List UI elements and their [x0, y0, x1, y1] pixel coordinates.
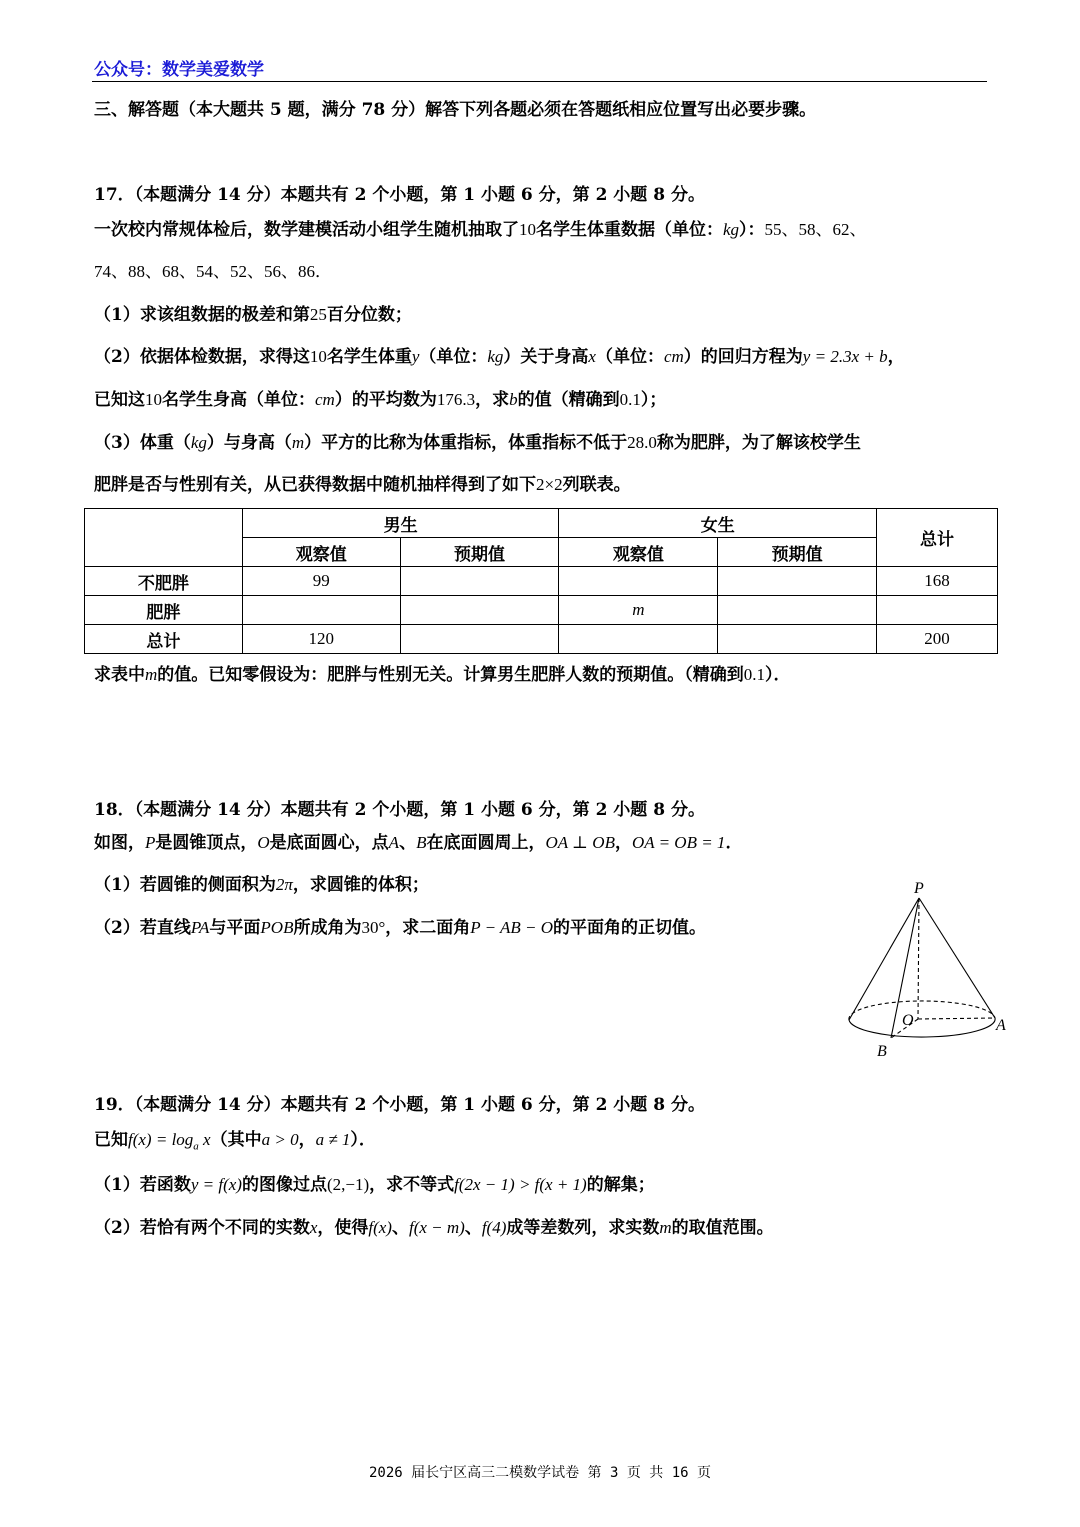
cell [400, 567, 559, 596]
base-front-arc [849, 1018, 995, 1037]
label-O: O [902, 1012, 914, 1029]
q19-intro: 已知$f(x) = \log_a x$（其中a > 0，a ≠ 1）． [94, 1130, 376, 1153]
cell: 168 [877, 567, 998, 596]
cell: 200 [877, 625, 998, 654]
q19-part1: （1）若函数y = f(x)的图像过点(2,−1)，求不等式f(2x − 1) > f(x + 1)的解集； [94, 1175, 655, 1195]
header-divider [92, 81, 987, 82]
section-title: 三、解答题（本大题共 5 题，满分 78 分）解答下列各题必须在答题纸相应位置写出必要步骤。 [94, 100, 817, 120]
radius-OA [918, 1018, 995, 1019]
q17-part2: （2）依据体检数据，求得这10名学生体重y（单位：kg）关于身高x（单位：cm）的回归方程为y = 2.3x + b， [94, 347, 905, 367]
axis-PO [918, 898, 919, 1019]
label-P: P [914, 880, 924, 897]
cell: 120 [242, 625, 400, 654]
q19-part2: （2）若恰有两个不同的实数x，使得f(x)、f(x − m)、f(4)成等差数列，求实数m的取值范围。 [94, 1218, 774, 1238]
q17-head: 17．（本题满分 14 分）本题共有 2 个小题，第 1 小题 6 分，第 2 小题 8 分。 [94, 185, 705, 205]
cell [877, 596, 998, 625]
q17-intro: 一次校内常规体检后，数学建模活动小组学生随机抽取了10名学生体重数据（单位：kg）：55、58、62、 [94, 220, 867, 240]
cell [718, 567, 877, 596]
label-B: B [877, 1043, 887, 1060]
cone-figure [838, 878, 1018, 1063]
row-total: 总计 [85, 625, 243, 654]
q18-head: 18．（本题满分 14 分）本题共有 2 个小题，第 1 小题 6 分，第 2 小题 8 分。 [94, 800, 705, 820]
cell [242, 596, 400, 625]
q18-part2: （2）若直线PA与平面POB所成角为30°，求二面角P − AB − O的平面角的正切值。 [94, 918, 707, 938]
cell [400, 596, 559, 625]
col-male-observed: 观察值 [242, 538, 400, 567]
q18-part1: （1）若圆锥的侧面积为2π，求圆锥的体积； [94, 875, 429, 895]
col-total: 总计 [877, 509, 998, 567]
col-female-observed: 观察值 [559, 538, 718, 567]
cell [400, 625, 559, 654]
col-male: 男生 [242, 509, 559, 538]
table-header-row [85, 509, 998, 538]
page-footer: 2026 届长宁区高三二模数学试卷 第 3 页 共 16 页 [368, 1465, 711, 1481]
cell [559, 567, 718, 596]
cell [718, 596, 877, 625]
cone-right-edge [919, 898, 995, 1018]
col-female-expected: 预期值 [718, 538, 877, 567]
table-corner [85, 509, 243, 567]
q18-intro: 如图，P是圆锥顶点，O是底面圆心，点A、B在底面圆周上，OA ⊥ OB，OA = OB = 1． [94, 833, 743, 853]
row-not-obese: 不肥胖 [85, 567, 243, 596]
col-male-expected: 预期值 [400, 538, 559, 567]
header-source: 公众号：数学美爱数学 [94, 60, 264, 80]
cell [718, 625, 877, 654]
cell: m [559, 596, 718, 625]
q17-part1: （1）求该组数据的极差和第25百分位数； [94, 305, 412, 325]
table-row [85, 567, 998, 596]
q17-data: 74、88、68、54、52、56、86． [94, 262, 332, 281]
q17-after-table: 求表中m的值。已知零假设为：肥胖与性别无关。计算男生肥胖人数的预期值。（精确到0.1）． [94, 665, 791, 685]
cell: 99 [242, 567, 400, 596]
q17-part3-cont: 肥胖是否与性别有关，从已获得数据中随机抽样得到了如下2×2列联表。 [94, 475, 631, 495]
table-row [85, 625, 998, 654]
row-obese: 肥胖 [85, 596, 243, 625]
base-back-arc [849, 1001, 995, 1020]
cell [559, 625, 718, 654]
q17-part3: （3）体重（kg）与身高（m）平方的比称为体重指标，体重指标不低于28.0称为肥胖，为了解该校学生 [94, 433, 861, 453]
table-row [85, 596, 998, 625]
label-A: A [996, 1017, 1006, 1034]
col-female: 女生 [559, 509, 877, 538]
q17-part2-cont: 已知这10名学生身高（单位：cm）的平均数为176.3，求b的值（精确到0.1）； [94, 390, 667, 410]
contingency-table [84, 508, 998, 654]
q19-head: 19．（本题满分 14 分）本题共有 2 个小题，第 1 小题 6 分，第 2 小题 8 分。 [94, 1095, 705, 1115]
